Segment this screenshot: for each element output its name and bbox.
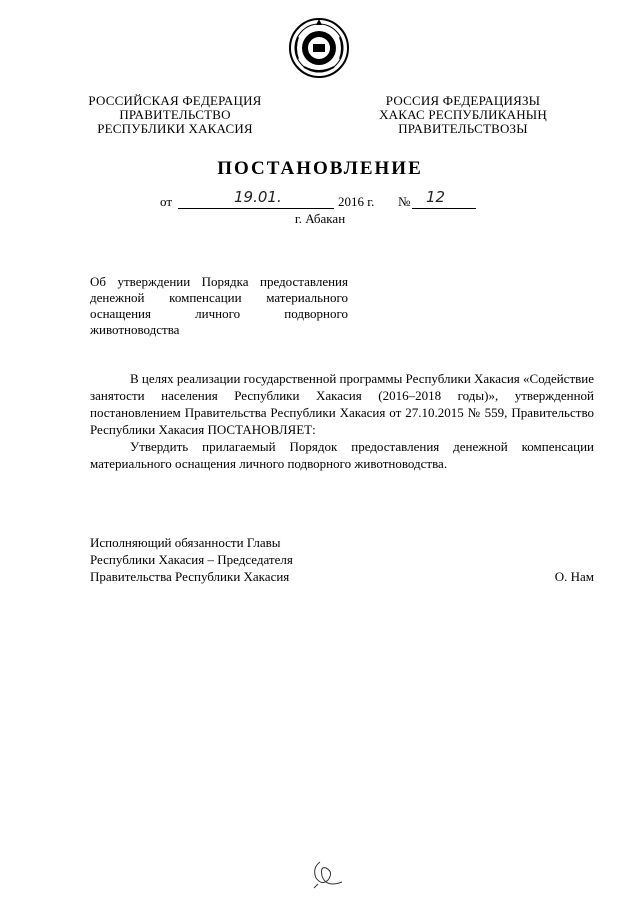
city: г. Абакан — [294, 211, 346, 226]
body-text — [90, 370, 594, 472]
body-paragraph: Утвердить прилагаемый Порядок предоставления денежной компенсации материального оснащения личного подворного животноводства. — [90, 439, 594, 471]
header-left-line: РЕСПУБЛИКИ ХАКАСИЯ — [97, 121, 253, 136]
signatory-name: О. Нам — [554, 569, 594, 584]
signature-line: Республики Хакасия – Председателя — [90, 552, 293, 567]
number-underline — [412, 188, 476, 209]
header-left-block — [70, 94, 280, 136]
header-right-line: ХАКАС РЕСПУБЛИКАНЫҢ — [379, 107, 547, 122]
date-underline — [178, 188, 334, 209]
header-left-line: ПРАВИТЕЛЬСТВО — [119, 107, 231, 122]
body-paragraph: В целях реализации государственной программы Республики Хакасия «Содействие занятости населения Республики Хакасия (2016–2018 годы)», утвержденной постановлением Правительства Республики Хакасия от 27.10.2015 № 559, Правительство Республики Хакасия ПОСТАНОВЛЯЕТ: — [90, 371, 594, 437]
header-right-block — [348, 94, 578, 136]
document-title: ПОСТАНОВЛЕНИЕ — [217, 158, 423, 179]
from-label: от — [160, 194, 173, 209]
signature-line: Правительства Республики Хакасия — [90, 569, 290, 584]
subject-line: денежной компенсации материального — [90, 290, 348, 305]
year-label: 2016 г. — [338, 194, 375, 209]
subject-line: животноводства — [90, 322, 180, 337]
header-right-line: РОССИЯ ФЕДЕРАЦИЯЗЫ — [385, 93, 541, 108]
signature-block — [90, 534, 594, 585]
header-right-line: ПРАВИТЕЛЬСТВОЗЫ — [398, 121, 528, 136]
handwritten-initials-mark — [308, 858, 348, 892]
subject-line: оснащения личного подворного — [90, 306, 348, 321]
subject-line: Об утверждении Порядка предоставления — [90, 274, 348, 289]
signature-line: Исполняющий обязанности Главы — [90, 535, 281, 550]
subject-block — [90, 274, 348, 338]
number-label: № — [398, 194, 411, 209]
coat-of-arms-icon — [288, 17, 350, 79]
number-handwritten: 12 — [426, 188, 446, 206]
date-handwritten: 19.01. — [234, 188, 282, 206]
header-left-line: РОССИЙСКАЯ ФЕДЕРАЦИЯ — [88, 93, 262, 108]
